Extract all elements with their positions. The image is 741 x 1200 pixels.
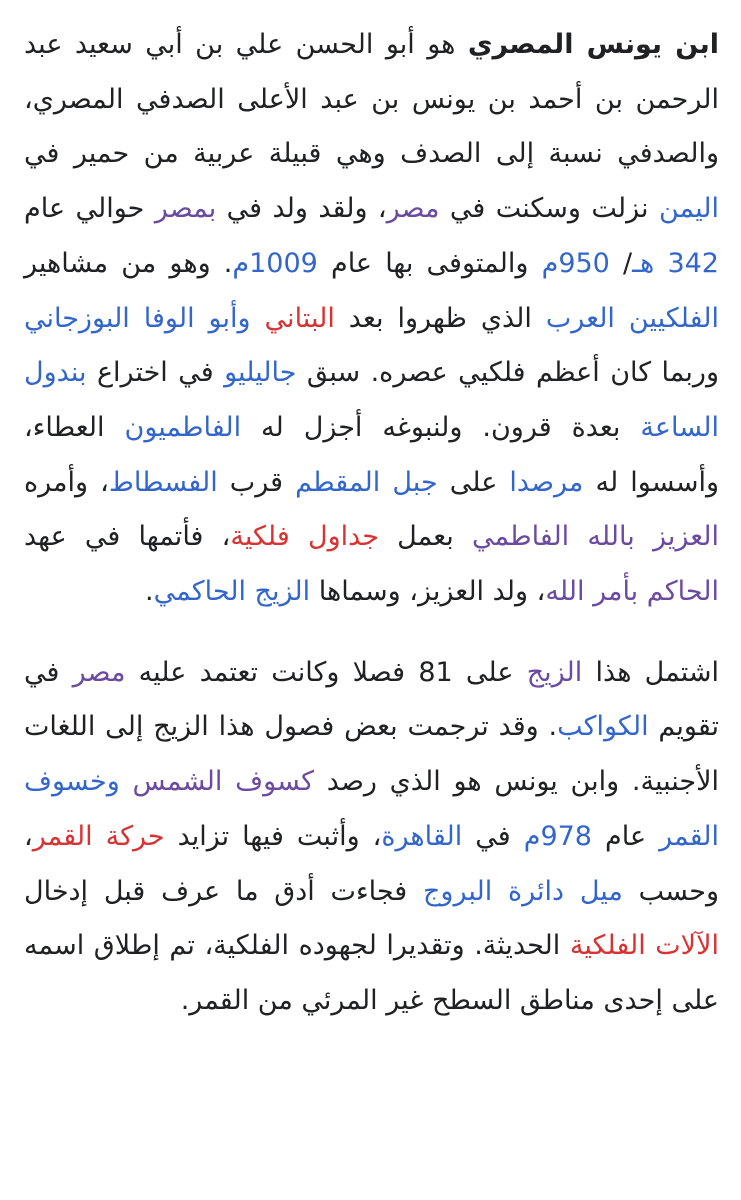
- link-fatimids[interactable]: الفاطميون: [124, 411, 242, 443]
- text-run: /: [609, 247, 633, 279]
- link-year-342-ah[interactable]: 342 هـ: [632, 247, 719, 279]
- text-run: ، وأمره: [24, 466, 109, 498]
- link-planets[interactable]: الكواكب: [557, 711, 649, 743]
- text-run: اشتمل هذا: [582, 656, 720, 688]
- link-astronomical-instruments[interactable]: الآلات الفلكية: [569, 930, 719, 962]
- text-run: في: [462, 820, 524, 852]
- link-egypt-2[interactable]: مصر: [72, 656, 126, 688]
- text-run: عام: [592, 820, 660, 852]
- text-run: في اختراع: [86, 357, 225, 389]
- paragraph-intro: [24, 18, 719, 620]
- text-run: بعدة قرون. ولنبوغه أجزل له: [241, 411, 641, 443]
- text-run: [251, 303, 265, 334]
- link-arab-astronomers[interactable]: الفلكيين العرب: [545, 302, 719, 334]
- link-observatory[interactable]: مرصدا: [509, 466, 584, 498]
- text-run: الحديثة. وتقديرا لجهوده الفلكية، تم إطلاق اسمه على إحدى مناطق السطح غير المرئي من القمر.: [24, 930, 719, 1016]
- link-fustat[interactable]: الفسطاط: [108, 466, 218, 498]
- text-run: . وقد ترجمت بعض فصول هذا الزيج إلى اللغات الأجنبية. وابن يونس هو الذي رصد: [24, 711, 719, 798]
- link-al-aziz-billah[interactable]: العزيز بالله الفاطمي: [471, 521, 720, 553]
- link-al-hakim-bi-amr-allah[interactable]: الحاكم بأمر الله: [545, 576, 719, 608]
- link-mokattam-mountain[interactable]: جبل المقطم: [295, 466, 438, 498]
- text-run: ، ولد العزيز، وسماها: [310, 576, 546, 608]
- text-run: ، فأتمها في عهد: [24, 521, 231, 553]
- link-galileo[interactable]: جاليليو: [224, 357, 297, 389]
- link-egypt[interactable]: مصر: [386, 193, 440, 225]
- link-pendulum-clock[interactable]: بندول الساعة: [24, 357, 720, 443]
- text-run: . وهو من مشاهير: [24, 247, 233, 279]
- text-run: في تقويم: [24, 656, 720, 743]
- text-run: حوالي عام: [24, 193, 155, 225]
- link-astronomical-tables[interactable]: جداول فلكية: [230, 521, 379, 553]
- link-year-1009[interactable]: 1009م: [232, 247, 318, 279]
- text-run: فجاءت أدق ما عرف قبل إدخال: [24, 875, 423, 907]
- link-lunar-eclipse[interactable]: وخسوف القمر: [24, 766, 719, 852]
- text-run: العطاء، وأسسوا له: [24, 411, 720, 498]
- text-run: نزلت وسكنت في: [439, 193, 659, 225]
- link-abu-al-wafa[interactable]: وأبو الوفا البوزجاني: [24, 302, 251, 334]
- text-run: على: [437, 466, 510, 498]
- link-ecliptic-obliquity[interactable]: ميل دائرة البروج: [422, 875, 623, 907]
- link-al-battani[interactable]: البتاني: [264, 302, 335, 334]
- text-run: على 81 فصلا وكانت تعتمد عليه: [125, 656, 527, 688]
- text-run: قرب: [217, 466, 296, 498]
- article-subject-bold: ابن يونس المصري: [467, 29, 719, 60]
- text-run: والمتوفى بها عام: [317, 247, 542, 279]
- text-run: ، وأثبت فيها تزايد: [164, 820, 382, 852]
- text-run: ، ولقد ولد في: [216, 193, 387, 225]
- link-moon-motion[interactable]: حركة القمر: [32, 820, 165, 852]
- link-year-950[interactable]: 950م: [541, 247, 610, 279]
- paragraph-zij: [24, 646, 719, 1029]
- link-cairo[interactable]: القاهرة: [381, 820, 463, 852]
- text-run: .: [145, 576, 154, 608]
- link-solar-eclipse[interactable]: كسوف الشمس: [132, 766, 315, 798]
- text-run: الذي ظهروا بعد: [334, 302, 546, 334]
- text-run: بعمل: [378, 521, 472, 553]
- text-run: ، وحسب: [24, 820, 719, 907]
- text-run: [120, 766, 133, 797]
- text-run: هو أبو الحسن علي بن أبي سعيد عبد الرحمن بن أحمد بن يونس بن عبد الأعلى الصدفي المصري، والصدفي نسبة إلى الصدف وهي قبيلة عربية من حمير في: [24, 29, 719, 170]
- link-yemen[interactable]: اليمن: [658, 193, 719, 225]
- link-year-978[interactable]: 978م: [523, 820, 592, 852]
- link-in-egypt[interactable]: بمصر: [154, 193, 217, 225]
- link-zij[interactable]: الزيج: [526, 656, 583, 688]
- link-hakimi-zij[interactable]: الزيج الحاكمي: [153, 576, 311, 608]
- text-run: وربما كان أعظم فلكيي عصره. سبق: [296, 357, 719, 389]
